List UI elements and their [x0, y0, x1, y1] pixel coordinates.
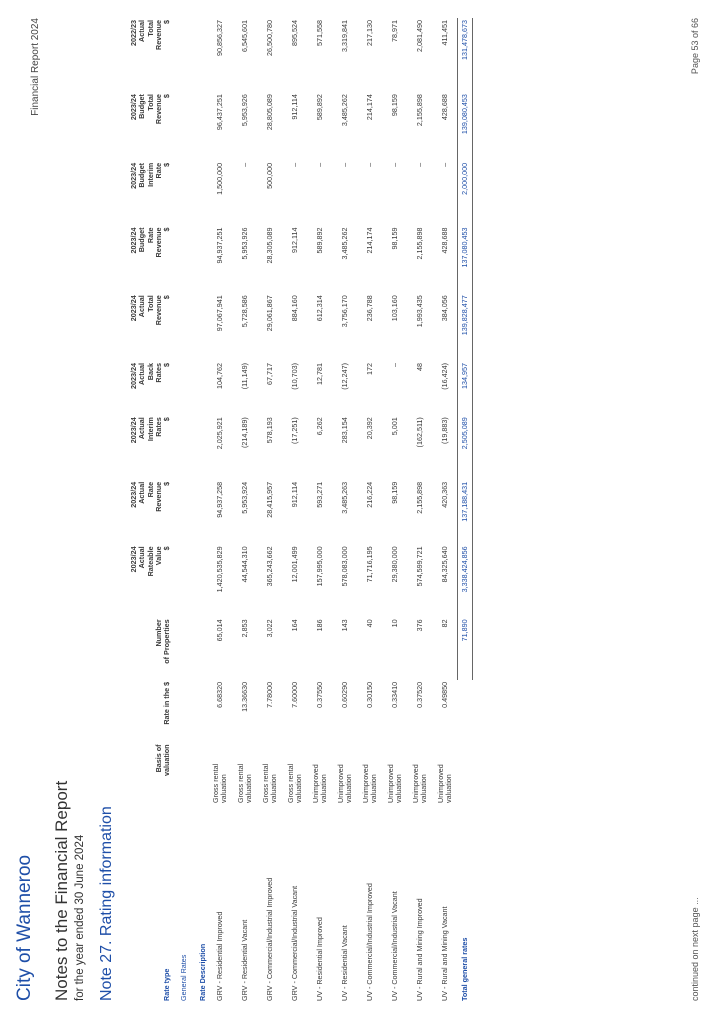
value-cell: 216,224: [364, 481, 374, 508]
number-of-properties: 3,022: [264, 619, 274, 638]
value-cell: 26,500,780: [264, 20, 274, 56]
header-line: Budget: [137, 94, 147, 119]
value-cell: 67,717: [264, 363, 274, 385]
value-cell: 5,001: [389, 417, 399, 436]
table-row: [382, 18, 407, 1003]
rate-in-dollar: 0.37520: [414, 681, 424, 708]
value-cell: 5,953,926: [239, 227, 249, 260]
header-col-5: [130, 226, 171, 294]
value-cell: 6,262: [314, 417, 324, 436]
header-line: 2023/24: [129, 481, 138, 508]
header-line: $: [162, 94, 172, 99]
value-cell: 2,081,490: [414, 20, 424, 52]
value-cell: 428,688: [439, 227, 449, 254]
value-cell: 6,545,601: [239, 20, 249, 52]
header-line: Actual: [137, 481, 147, 504]
header-line: 2023/24: [129, 546, 138, 573]
value-cell: 3,485,263: [339, 481, 349, 514]
value-cell: 28,805,089: [264, 94, 274, 131]
basis-of-valuation: Unimproved valuation: [335, 764, 353, 803]
number-of-properties: 164: [289, 619, 299, 632]
table-row: [232, 18, 257, 1003]
number-of-properties: 40: [364, 619, 374, 628]
header-line: 2023/24: [129, 417, 138, 444]
header-line: $: [162, 363, 172, 368]
header-line: $: [162, 227, 172, 232]
rate-in-dollar: 13.36630: [239, 681, 249, 712]
value-cell: 12,001,499: [289, 546, 299, 583]
value-cell: (16,424): [439, 363, 449, 390]
value-cell: 28,305,089: [264, 227, 274, 264]
value-cell: 612,314: [314, 295, 324, 322]
rate-in-dollar: 0.49850: [440, 681, 450, 708]
rate-description: UV - Rural and Mining Vacant: [440, 906, 450, 1001]
table-row: [307, 18, 332, 1003]
total-value-cell: 2,505,089: [458, 415, 473, 480]
value-cell: 3,756,170: [339, 295, 349, 328]
value-cell: 236,788: [364, 295, 374, 322]
value-cell: 571,558: [314, 20, 324, 46]
value-cell: (17,251): [289, 417, 299, 444]
value-cell: 2,025,921: [214, 417, 224, 450]
number-of-properties: 376: [414, 619, 424, 632]
value-cell: 1,500,000: [214, 162, 224, 195]
value-cell: 1,420,535,829: [214, 546, 224, 593]
basis-of-valuation: Unimproved valuation: [436, 764, 454, 803]
value-cell: 428,688: [439, 94, 449, 121]
value-cell: (19,883): [439, 417, 449, 444]
value-cell: 94,937,251: [214, 227, 224, 264]
total-properties: 71,890: [458, 617, 473, 680]
header-line: $: [162, 20, 172, 24]
number-of-properties: 143: [339, 619, 349, 632]
value-cell: 97,067,941: [214, 295, 224, 332]
rate-description: UV - Rural and Mining Improved: [414, 898, 424, 1001]
total-value-cell: 2,000,000: [458, 161, 473, 226]
rate-description: UV - Commercial/Industrial Improved: [364, 883, 374, 1001]
header-line: 2023/24: [129, 94, 138, 121]
header-line: Total: [145, 94, 155, 111]
number-of-properties: 186: [314, 619, 324, 632]
rate-description: UV - Commercial/Industrial Vacant: [389, 891, 399, 1001]
header-col-7: [130, 92, 171, 161]
header-line: Actual: [137, 20, 147, 42]
rate-in-dollar: 7.78000: [264, 681, 274, 708]
header-line: $: [162, 546, 172, 551]
value-cell: –: [239, 162, 249, 167]
number-of-properties: 10: [389, 619, 399, 628]
empty-cell: [458, 742, 473, 805]
basis-of-valuation: Gross rental valuation: [210, 763, 228, 803]
header-line: 2023/24: [129, 295, 138, 322]
footer-page-number: Page 53 of 66: [690, 18, 700, 75]
header-line: $: [162, 481, 172, 486]
header-line: Back: [145, 363, 155, 381]
total-value-cell: 3,338,424,856: [458, 544, 473, 617]
value-cell: 12,781: [314, 363, 324, 385]
section-general-rates: General Rates: [179, 954, 189, 1001]
value-cell: –: [314, 162, 324, 167]
header-line: Rates: [153, 363, 163, 383]
value-cell: 2,155,898: [414, 481, 424, 514]
header-line: Budget: [137, 162, 147, 188]
basis-of-valuation: Unimproved valuation: [385, 764, 403, 803]
value-cell: 71,716,195: [364, 546, 374, 583]
table-row: [207, 18, 232, 1003]
basis-of-valuation: Unimproved valuation: [360, 764, 378, 803]
header-rate: Rate in the $: [162, 681, 172, 725]
header-line: Rateable: [145, 546, 155, 577]
value-cell: 589,892: [314, 94, 324, 121]
value-cell: 172: [364, 363, 374, 376]
value-cell: 500,000: [264, 162, 274, 189]
value-cell: (11,149): [239, 363, 249, 390]
value-cell: 103,160: [389, 295, 399, 322]
rate-description-label: Rate Description: [198, 943, 208, 1001]
header-line: $: [162, 162, 172, 167]
header-line: Revenue: [153, 94, 163, 125]
value-cell: –: [364, 162, 374, 167]
total-row: [458, 18, 473, 1003]
value-cell: 84,325,640: [439, 546, 449, 583]
header-col-0: [130, 544, 171, 617]
org-name: City of Wanneroo: [14, 854, 35, 1001]
total-value-cell: 134,957: [458, 361, 473, 415]
value-cell: 98,159: [389, 94, 399, 117]
value-cell: –: [389, 162, 399, 167]
header-line: 2023/24: [129, 363, 138, 389]
total-value-cell: 137,188,431: [458, 480, 473, 545]
value-cell: 5,953,924: [239, 481, 249, 514]
rate-in-dollar: 7.60000: [289, 681, 299, 708]
header-line: Rate: [145, 481, 155, 498]
value-cell: (162,511): [414, 417, 424, 448]
header-line: Total: [145, 20, 155, 37]
value-cell: –: [389, 363, 399, 368]
value-cell: 895,524: [289, 20, 299, 46]
rate-description: GRV - Residential Improved: [214, 911, 224, 1001]
header-line: Interim: [145, 162, 155, 187]
rate-in-dollar: 6.68320: [214, 681, 224, 708]
header-col-1: [130, 480, 171, 545]
value-cell: 3,485,262: [339, 227, 349, 260]
value-cell: –: [339, 162, 349, 167]
header-line: Budget: [137, 227, 147, 253]
table-row: [407, 18, 432, 1003]
value-cell: 912,114: [289, 227, 299, 253]
value-cell: 574,599,721: [414, 546, 424, 587]
footer-continued: continued on next page ...: [690, 897, 700, 1001]
value-cell: 90,856,327: [214, 20, 224, 56]
value-cell: 29,061,867: [264, 295, 274, 332]
total-value-cell: 137,080,453: [458, 226, 473, 294]
header-line: Revenue: [153, 481, 163, 512]
basis-of-valuation: Gross rental valuation: [260, 763, 278, 803]
header-col-4: [130, 293, 171, 361]
value-cell: 28,415,957: [264, 481, 274, 518]
section-row: [171, 18, 197, 1003]
value-cell: 384,056: [439, 295, 449, 322]
table-row: [357, 18, 382, 1003]
table-row: [257, 18, 282, 1003]
table-row: [432, 18, 458, 1003]
table-row: [332, 18, 357, 1003]
header-col-2: [130, 415, 171, 480]
total-value-cell: 139,828,477: [458, 293, 473, 361]
table-row: [282, 18, 307, 1003]
header-properties: Number of Properties: [153, 619, 172, 664]
page-subtitle: for the year ended 30 June 2024: [74, 834, 86, 1001]
header-line: Actual: [137, 417, 147, 440]
value-cell: 214,174: [364, 94, 374, 121]
value-cell: 157,995,000: [314, 546, 324, 587]
report-label: Financial Report 2024: [30, 18, 41, 116]
rate-description: UV - Residential Vacant: [339, 925, 349, 1001]
value-cell: 94,937,258: [214, 481, 224, 518]
page-title: Notes to the Financial Report: [52, 780, 71, 1001]
header-line: Revenue: [153, 20, 163, 50]
value-cell: 912,114: [289, 481, 299, 508]
rate-description-header-row: [197, 18, 207, 1003]
value-cell: 884,160: [289, 295, 299, 322]
value-cell: –: [414, 162, 424, 167]
value-cell: 3,485,262: [339, 94, 349, 127]
empty-cell: [458, 680, 473, 743]
value-cell: (214,189): [239, 417, 249, 448]
value-cell: 78,971: [389, 20, 399, 42]
header-line: Total: [145, 295, 155, 312]
header-line: 2023/24: [129, 227, 138, 254]
value-cell: 217,130: [364, 20, 374, 46]
header-line: Rate: [153, 162, 163, 179]
total-value-cell: 131,478,673: [458, 18, 473, 92]
note-title: Note 27. Rating information: [98, 806, 115, 1001]
value-cell: (12,247): [339, 363, 349, 390]
value-cell: 411,451: [439, 20, 449, 46]
rate-in-dollar: 0.33410: [389, 681, 399, 708]
value-cell: (10,703): [289, 363, 299, 390]
header-line: Revenue: [153, 295, 163, 326]
number-of-properties: 65,014: [214, 619, 224, 642]
rate-description: UV - Residential Improved: [314, 917, 324, 1001]
value-cell: 3,319,841: [339, 20, 349, 52]
basis-of-valuation: Unimproved valuation: [410, 764, 428, 803]
value-cell: –: [289, 162, 299, 167]
header-line: Actual: [137, 546, 147, 569]
value-cell: 104,762: [214, 363, 224, 389]
header-line: Actual: [137, 363, 147, 385]
rate-description: GRV - Residential Vacant: [239, 919, 249, 1001]
header-line: 2022/23: [129, 20, 138, 46]
value-cell: 5,953,926: [239, 94, 249, 127]
value-cell: 912,114: [289, 94, 299, 120]
header-line: $: [162, 295, 172, 300]
value-cell: 5,728,586: [239, 295, 249, 328]
value-cell: 214,174: [364, 227, 374, 254]
rating-table: [130, 18, 473, 1003]
value-cell: 48: [414, 363, 424, 372]
header-line: Interim: [145, 417, 155, 442]
value-cell: 593,271: [314, 481, 324, 508]
basis-of-valuation: Gross rental valuation: [235, 763, 253, 803]
header-col-3: [130, 361, 171, 415]
table-header-row: [130, 18, 171, 1003]
header-col-6: [130, 161, 171, 226]
header-line: Actual: [137, 295, 147, 318]
value-cell: 98,159: [389, 481, 399, 504]
rate-description: GRV - Commercial/Industrial Improved: [264, 877, 274, 1001]
header-line: 2023/24: [129, 162, 138, 189]
value-cell: 589,892: [314, 227, 324, 254]
value-cell: –: [439, 162, 449, 167]
rate-in-dollar: 0.37550: [314, 681, 324, 708]
header-line: Rates: [153, 417, 163, 437]
value-cell: 29,380,000: [389, 546, 399, 583]
header-line: $: [162, 417, 172, 422]
value-cell: 2,155,898: [414, 227, 424, 260]
total-value-cell: 139,080,453: [458, 92, 473, 161]
rate-in-dollar: 0.60290: [339, 681, 349, 708]
value-cell: 578,083,000: [339, 546, 349, 587]
rate-in-dollar: 0.30150: [364, 681, 374, 708]
number-of-properties: 2,853: [239, 619, 249, 638]
value-cell: 1,993,435: [414, 295, 424, 328]
value-cell: 420,363: [439, 481, 449, 508]
basis-of-valuation: Unimproved valuation: [310, 764, 328, 803]
header-line: Revenue: [153, 227, 163, 258]
value-cell: 283,154: [339, 417, 349, 444]
number-of-properties: 82: [439, 619, 449, 628]
value-cell: 98,159: [389, 227, 399, 250]
header-basis: Basis of valuation: [153, 744, 172, 776]
value-cell: 578,193: [264, 417, 274, 444]
header-line: Value: [153, 546, 163, 566]
value-cell: 365,243,662: [264, 546, 274, 587]
total-label: Total general rates: [460, 937, 470, 1001]
value-cell: 20,392: [364, 417, 374, 440]
value-cell: 96,437,251: [214, 94, 224, 131]
basis-of-valuation: Gross rental valuation: [285, 763, 303, 803]
value-cell: 2,155,898: [414, 94, 424, 127]
header-rate-type: Rate type: [162, 968, 172, 1001]
value-cell: 44,544,310: [239, 546, 249, 583]
header-line: Rate: [145, 227, 155, 244]
header-col-8: [130, 18, 171, 92]
rate-description: GRV - Commercial/Industrial Vacant: [289, 885, 299, 1001]
